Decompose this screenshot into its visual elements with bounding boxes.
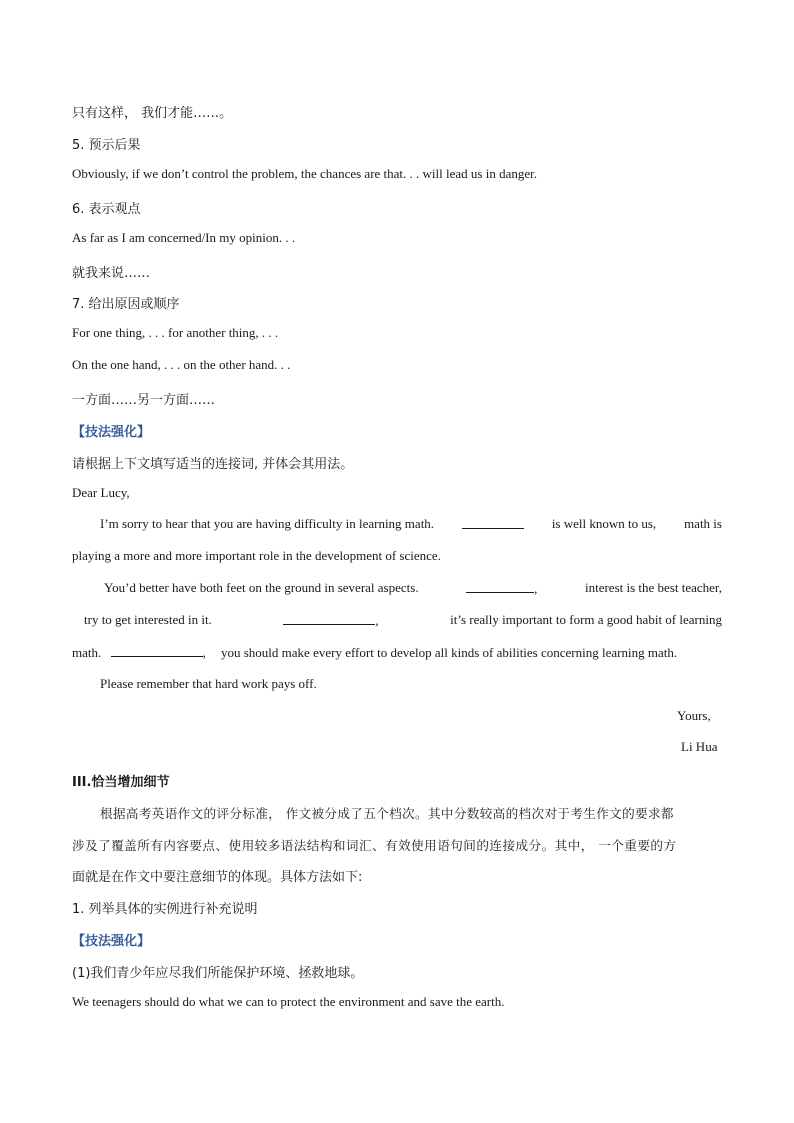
heading-reason-order: 7. 给出原因或顺序 bbox=[72, 297, 180, 312]
line-in-my-view: 就我来说…… bbox=[72, 266, 151, 281]
letter-text: math is bbox=[684, 516, 722, 531]
letter-signature: Li Hua bbox=[681, 739, 718, 754]
instruction: 请根据上下文填写适当的连接词, 并体会其用法。 bbox=[72, 457, 354, 472]
letter-text: , bbox=[375, 613, 379, 628]
blank-4[interactable] bbox=[111, 644, 203, 657]
letter-closing: Yours, bbox=[677, 708, 711, 723]
blank-2[interactable] bbox=[466, 580, 534, 593]
letter-para2-line2 bbox=[84, 612, 722, 629]
letter-text: it’s really important to form a good habit of learning bbox=[450, 612, 722, 627]
example-en: We teenagers should do what we can to protect the environment and save the earth. bbox=[72, 994, 505, 1009]
letter-text: , bbox=[202, 645, 206, 660]
letter-text: is well known to us, bbox=[551, 516, 657, 531]
letter-para2-line3 bbox=[72, 644, 677, 661]
section-paragraph-line3: 面就是在作文中要注意细节的体现。具体方法如下: bbox=[72, 870, 363, 885]
heading-predict-consequence: 5. 预示后果 bbox=[72, 138, 141, 153]
letter-text: , bbox=[534, 581, 538, 596]
letter-para1-line2: playing a more and more important role in the development of science. bbox=[72, 548, 441, 563]
letter-text: interest is the best teacher, bbox=[584, 580, 722, 595]
line-as-far-as: As far as I am concerned/In my opinion. . . bbox=[72, 230, 296, 245]
tip-heading: 【技法强化】 bbox=[72, 425, 151, 440]
section-heading: III.恰当增加细节 bbox=[72, 775, 170, 790]
line-for-one-thing: For one thing, . . . for another thing, . . . bbox=[72, 325, 279, 340]
section-paragraph-line1: 根据高考英语作文的评分标准， 作文被分成了五个档次。其中分数较高的档次对于考生作文的要求都 bbox=[100, 806, 674, 821]
letter-para1-line1 bbox=[100, 516, 722, 532]
letter-para3: Please remember that hard work pays off. bbox=[100, 676, 317, 691]
line-only-this-way: 只有这样， 我们才能……。 bbox=[72, 106, 233, 121]
letter-text: you should make every effort to develop all kinds of abilities concerning learning math. bbox=[221, 645, 678, 660]
example-zh: (1)我们青少年应尽我们所能保护环境、拯救地球。 bbox=[72, 966, 364, 981]
letter-text: try to get interested in it. bbox=[84, 612, 212, 627]
blank-1[interactable] bbox=[462, 516, 524, 529]
letter-salutation: Dear Lucy, bbox=[72, 485, 130, 500]
line-on-one-hand-zh: 一方面……另一方面…… bbox=[72, 393, 216, 408]
letter-text: math. bbox=[72, 645, 102, 660]
line-obviously: Obviously, if we don’t control the problem, the chances are that. . . will lead us in danger. bbox=[72, 166, 537, 181]
letter-text: You’d better have both feet on the ground in several aspects. bbox=[104, 580, 419, 595]
letter-para2-line1 bbox=[104, 580, 722, 597]
item-heading: 1. 列举具体的实例进行补充说明 bbox=[72, 902, 258, 917]
letter-text: I’m sorry to hear that you are having difficulty in learning math. bbox=[100, 516, 435, 531]
line-on-the-one-hand: On the one hand, . . . on the other hand. . . bbox=[72, 357, 291, 372]
blank-3[interactable] bbox=[283, 612, 375, 625]
section-paragraph-line2: 涉及了覆盖所有内容要点、使用较多语法结构和词汇、有效使用语句间的连接成分。其中， 一个重要的方 bbox=[72, 838, 677, 853]
tip-heading-2: 【技法强化】 bbox=[72, 934, 151, 949]
heading-express-opinion: 6. 表示观点 bbox=[72, 202, 141, 217]
